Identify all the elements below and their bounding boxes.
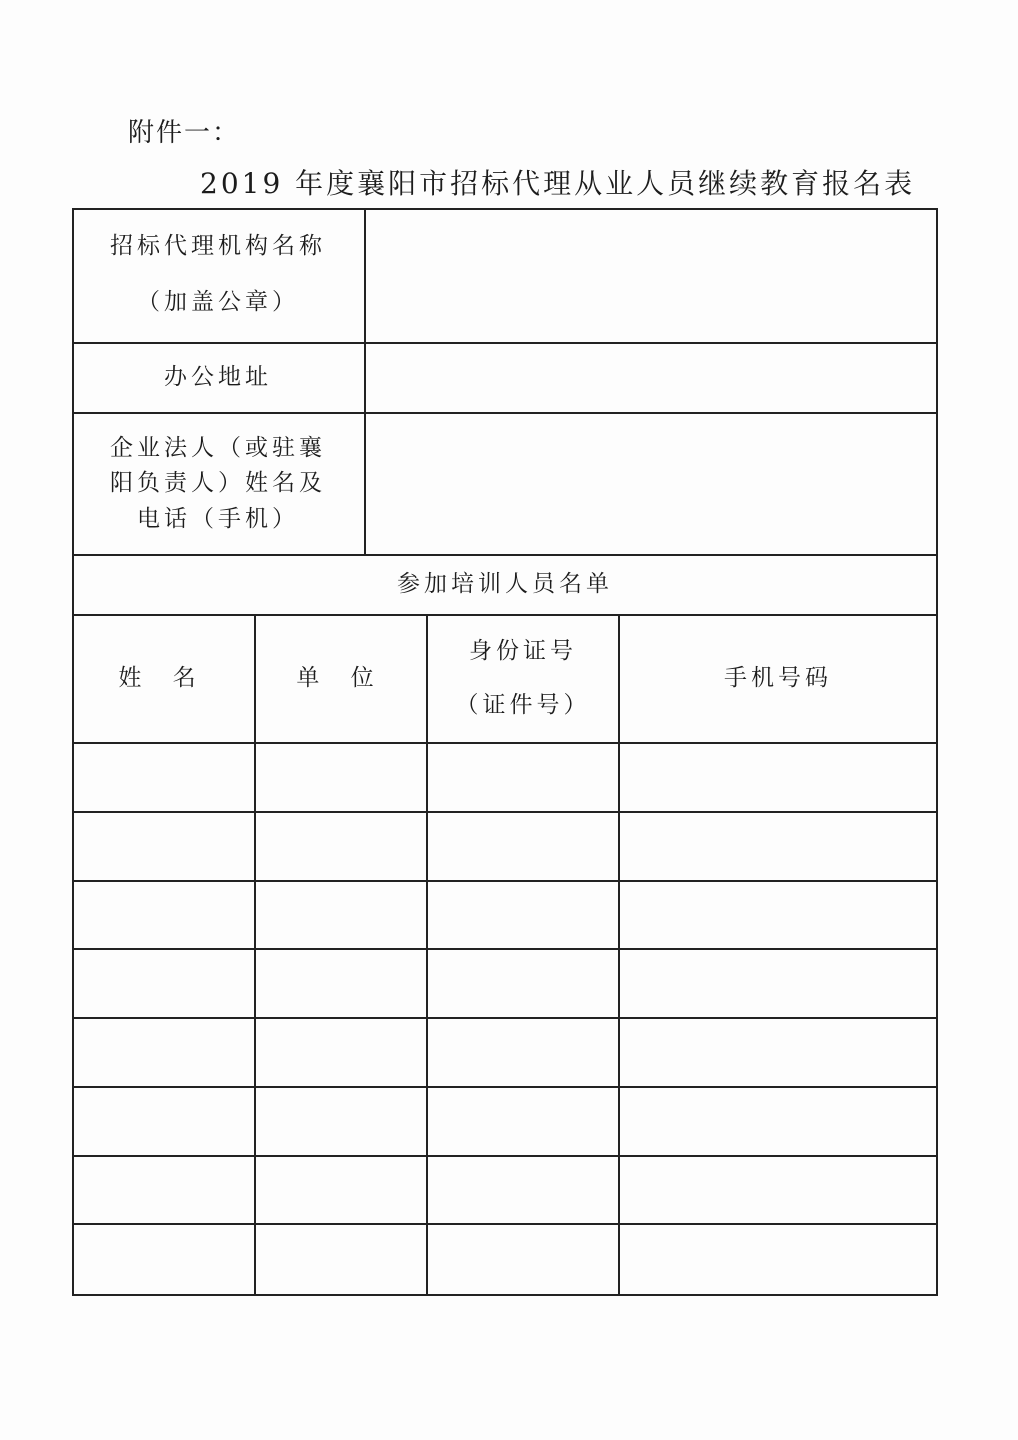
trainee-name-field[interactable]	[72, 1225, 254, 1292]
trainee-name-field[interactable]	[72, 950, 254, 1017]
trainee-mobile-field[interactable]	[620, 1019, 936, 1086]
office-address-label: 办公地址	[164, 364, 272, 391]
header-name: 姓 名	[118, 665, 208, 692]
office-address-field[interactable]	[366, 344, 934, 412]
trainee-name-field[interactable]	[72, 1088, 254, 1155]
column-divider-unit	[426, 614, 428, 1296]
trainee-id-number-field[interactable]	[428, 744, 618, 811]
trainee-unit-field[interactable]	[256, 744, 426, 811]
trainee-unit-field[interactable]	[256, 1088, 426, 1155]
trainee-id-number-field[interactable]	[428, 950, 618, 1017]
registration-form-table	[72, 208, 938, 1296]
trainee-name-field[interactable]	[72, 744, 254, 811]
trainee-unit-field[interactable]	[256, 1019, 426, 1086]
agency-seal-note: （加盖公章）	[137, 289, 299, 315]
trainee-mobile-field[interactable]	[620, 1088, 936, 1155]
trainee-id-number-field[interactable]	[428, 813, 618, 880]
header-mobile: 手机号码	[724, 665, 832, 692]
trainee-name-field[interactable]	[72, 1157, 254, 1224]
trainee-mobile-field[interactable]	[620, 1225, 936, 1292]
trainee-id-number-field[interactable]	[428, 882, 618, 949]
legal-person-label-line3: 电话（手机）	[137, 505, 299, 532]
trainee-unit-field[interactable]	[256, 1225, 426, 1292]
trainee-id-number-field[interactable]	[428, 1019, 618, 1086]
header-unit: 单 位	[296, 665, 386, 692]
trainee-name-field[interactable]	[72, 882, 254, 949]
trainee-id-number-field[interactable]	[428, 1225, 618, 1292]
header-id-number-note: （证件号）	[455, 692, 591, 718]
header-id-number-cell	[428, 616, 618, 742]
trainee-section-title: 参加培训人员名单	[397, 571, 613, 598]
trainee-name-field[interactable]	[72, 813, 254, 880]
column-divider-id	[618, 614, 620, 1296]
legal-person-label-cell	[72, 414, 364, 554]
trainee-unit-field[interactable]	[256, 882, 426, 949]
agency-name-label-cell	[72, 208, 364, 342]
label-column-divider	[364, 208, 366, 554]
agency-name-label: 招标代理机构名称	[110, 233, 326, 260]
form-title: 2019 年度襄阳市招标代理从业人员继续教育报名表	[200, 167, 916, 200]
legal-person-field[interactable]	[366, 414, 934, 554]
trainee-mobile-field[interactable]	[620, 882, 936, 949]
trainee-id-number-field[interactable]	[428, 1088, 618, 1155]
trainee-unit-field[interactable]	[256, 1157, 426, 1224]
legal-person-label-line2: 阳负责人）姓名及	[110, 470, 326, 497]
trainee-unit-field[interactable]	[256, 950, 426, 1017]
trainee-id-number-field[interactable]	[428, 1157, 618, 1224]
trainee-mobile-field[interactable]	[620, 1157, 936, 1224]
agency-name-field[interactable]	[366, 210, 934, 340]
legal-person-label-line1: 企业法人（或驻襄	[110, 434, 326, 461]
trainee-unit-field[interactable]	[256, 813, 426, 880]
trainee-name-field[interactable]	[72, 1019, 254, 1086]
trainee-mobile-field[interactable]	[620, 744, 936, 811]
header-id-number: 身份证号	[469, 638, 577, 665]
attachment-label: 附件一：	[128, 118, 241, 148]
column-divider-name	[254, 614, 256, 1296]
trainee-mobile-field[interactable]	[620, 950, 936, 1017]
trainee-mobile-field[interactable]	[620, 813, 936, 880]
